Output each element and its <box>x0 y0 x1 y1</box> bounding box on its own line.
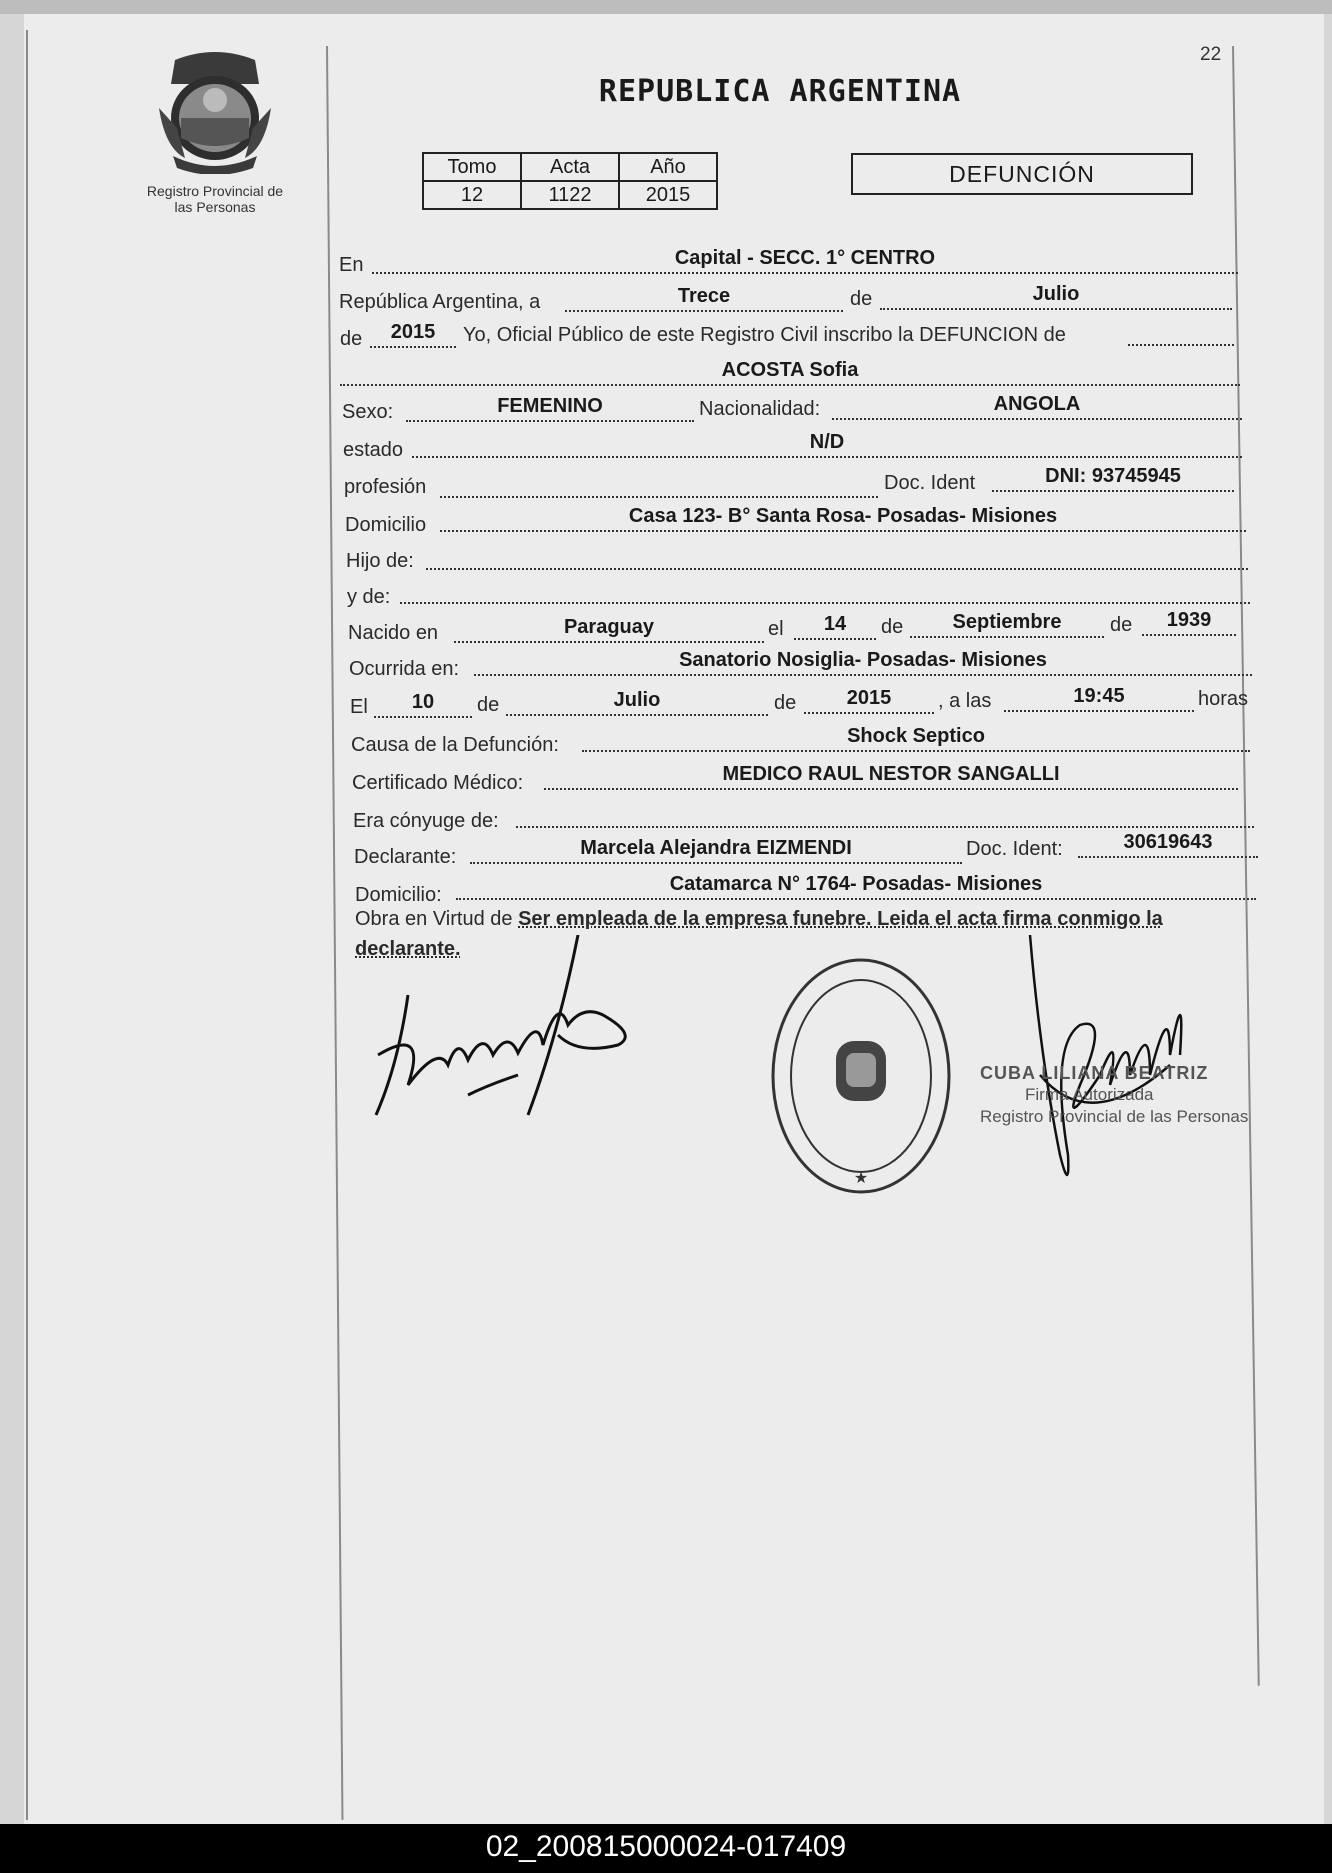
acta-header: Acta <box>521 153 619 181</box>
field-conyuge <box>516 800 1254 828</box>
label-yo: Yo, Oficial Público de este Registro Civil inscribo la DEFUNCION de <box>463 324 1066 346</box>
field-nacido-mes: Septiembre <box>910 610 1104 638</box>
field-nacido-en: Paraguay <box>454 615 764 643</box>
field-def-anio: 2015 <box>804 686 934 714</box>
field-certificado: MEDICO RAUL NESTOR SANGALLI <box>544 762 1238 790</box>
label-de-6: de <box>774 692 797 714</box>
field-doc-ident: DNI: 93745945 <box>992 464 1234 492</box>
label-sexo: Sexo: <box>342 401 394 423</box>
page-number: 22 <box>1200 44 1222 65</box>
label-nacido-en: Nacido en <box>348 622 439 644</box>
field-sexo: FEMENINO <box>406 394 694 422</box>
field-def-mes: Julio <box>506 688 768 716</box>
footer-bar <box>0 1824 1332 1873</box>
label-nacionalidad: Nacionalidad: <box>699 398 821 420</box>
anio-header: Año <box>619 153 717 181</box>
document-title: REPUBLICA ARGENTINA <box>598 74 962 109</box>
field-declarante-domicilio: Catamarca N° 1764- Posadas- Misiones <box>456 872 1256 900</box>
tomo-value: 12 <box>423 181 521 209</box>
label-de-4: de <box>1110 614 1133 636</box>
field-domicilio: Casa 123- B° Santa Rosa- Posadas- Misiones <box>440 504 1246 532</box>
tomo-header: Tomo <box>423 153 521 181</box>
field-obra: Ser empleada de la empresa funebre. Leida el acta firma conmigo la declarante. <box>355 908 1163 960</box>
field-mes: Julio <box>880 282 1232 310</box>
label-de-3: de <box>881 616 904 638</box>
field-y-de <box>400 576 1250 604</box>
label-ocurrida-en: Ocurrida en: <box>349 658 460 680</box>
field-ocurrida-en: Sanatorio Nosiglia- Posadas- Misiones <box>474 648 1252 676</box>
label-de-5: de <box>477 694 500 716</box>
label-de-2: de <box>340 328 363 350</box>
province-coat-of-arms-icon <box>155 48 275 174</box>
label-el-1: el <box>768 618 784 640</box>
label-doc-ident: Doc. Ident <box>884 472 976 494</box>
field-dia: Trece <box>565 284 843 312</box>
field-anio: 2015 <box>370 320 456 348</box>
reference-header-row <box>423 153 717 181</box>
label-certificado: Certificado Médico: <box>352 772 524 794</box>
label-horas: horas <box>1198 688 1249 710</box>
label-domicilio: Domicilio <box>345 514 427 536</box>
field-estado: N/D <box>412 430 1242 458</box>
footer-code: 02_200815000024-017409 <box>485 1830 847 1863</box>
acta-value: 1122 <box>521 181 619 209</box>
record-type-box: DEFUNCIÓN <box>851 153 1193 195</box>
anio-value: 2015 <box>619 181 717 209</box>
official-name: CUBA LILIANA BEATRIZ <box>980 1063 1209 1083</box>
registry-label-line1: Registro Provincial de <box>146 183 284 199</box>
field-profesion <box>440 470 878 498</box>
label-causa: Causa de la Defunción: <box>351 734 559 756</box>
top-edge <box>0 0 1332 14</box>
svg-text:★: ★ <box>853 1170 869 1187</box>
label-obra: Obra en Virtud de <box>355 908 513 930</box>
official-office: Registro Provincial de las Personas <box>980 1107 1249 1126</box>
official-stamp <box>980 1062 1248 1128</box>
field-nacido-anio: 1939 <box>1142 608 1236 636</box>
reference-value-row <box>423 181 717 209</box>
label-y-de: y de: <box>347 586 391 608</box>
label-declarante: Declarante: <box>354 846 457 868</box>
label-profesion: profesión <box>344 476 427 498</box>
field-def-dia: 10 <box>374 690 472 718</box>
field-causa: Shock Septico <box>582 724 1250 752</box>
reference-table <box>422 152 718 210</box>
field-nacionalidad: ANGOLA <box>832 392 1242 420</box>
label-de-1: de <box>850 288 873 310</box>
field-declarante-doc: 30619643 <box>1078 830 1258 858</box>
field-declarante: Marcela Alejandra EIZMENDI <box>470 836 962 864</box>
field-continuation <box>1128 318 1234 346</box>
label-a-las: , a las <box>938 690 992 712</box>
declarant-signature-icon <box>368 935 678 1125</box>
registry-seal-icon <box>768 955 954 1197</box>
field-hijo-de <box>426 542 1248 570</box>
label-el-2: El <box>350 696 368 718</box>
label-hijo-de: Hijo de: <box>346 550 414 572</box>
field-def-hora: 19:45 <box>1004 684 1194 712</box>
label-republica: República Argentina, a <box>339 291 541 313</box>
label-doc-ident-2: Doc. Ident: <box>966 838 1063 860</box>
label-estado: estado <box>343 439 404 461</box>
label-conyuge: Era cónyuge de: <box>353 810 499 832</box>
field-nombre: ACOSTA Sofia <box>340 358 1240 386</box>
left-border-line <box>26 30 28 1820</box>
label-en: En <box>339 254 364 276</box>
label-domicilio-2: Domicilio: <box>355 884 442 906</box>
field-nacido-dia: 14 <box>794 612 876 640</box>
registry-label <box>120 183 310 215</box>
registry-label-line2: las Personas <box>174 199 256 215</box>
field-lugar: Capital - SECC. 1° CENTRO <box>372 246 1238 274</box>
official-role: Firma Autorizada <box>1025 1085 1154 1104</box>
